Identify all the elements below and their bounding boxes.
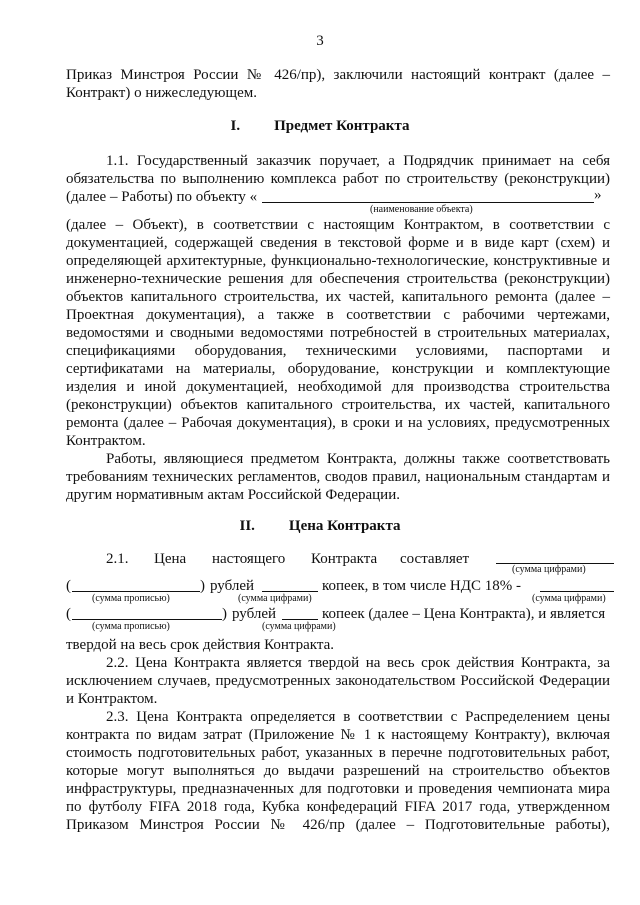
paren-open-1: ( <box>66 578 71 594</box>
paragraph-1-1-line: спецификациями оборудования, техническими условиями, паспортами и <box>66 343 610 359</box>
paragraph-1-1-line-3-start: (далее – Работы) по объекту « <box>66 189 258 205</box>
paragraph-2-3-line: инфраструктуры, предназначенных для подготовки и проведения чемпионата мира <box>66 781 610 797</box>
kopecks-price-label: копеек (далее – Цена Контракта), и является <box>322 606 606 622</box>
p21-word-2: Цена <box>154 551 187 567</box>
p21-word-5: составляет <box>400 551 470 567</box>
paragraph-2-3-line: Приказом Минстроя России № 426/пр (далее – Подготовительные работы), <box>66 817 610 833</box>
p21-word-3: настоящего <box>212 551 286 567</box>
vat-digits-blank <box>540 591 614 592</box>
paragraph-1-1-line: Контрактом. <box>66 433 146 449</box>
paragraph-2-2-line: 2.2. Цена Контракта является твердой на весь срок действия Контракта, за <box>106 655 610 671</box>
paragraph-2-3-line: которые могут выполняться до выдачи разрешений на строительство объектов <box>66 763 610 779</box>
page-number: 3 <box>316 33 324 49</box>
paragraph-2-3-line: стоимость подготовительных работ, указанных в перечне подготовительных работ, <box>66 745 610 761</box>
paragraph-1-1-line: определяющей архитектурные, функционально-технологические, конструктивные и <box>66 253 610 269</box>
paragraph-2-3-line: по футболу FIFA 2018 года, Кубка конфедераций FIFA 2017 года, утвержденном <box>66 799 610 815</box>
section-2-heading <box>0 518 640 535</box>
paragraph-1-1-line: инженерно-технические решения для обеспечения строительства (реконструкции) <box>66 271 610 287</box>
caption-sum-digits-2: (сумма цифрами) <box>238 593 312 604</box>
paragraph-1-1-line: сертификатами на материалы, оборудование, конструкции и комплектующие <box>66 361 610 377</box>
paragraph-1-1-line-1: 1.1. Государственный заказчик поручает, а Подрядчик принимает на себя <box>106 153 610 169</box>
p21-word-4: Контракта <box>311 551 378 567</box>
p21-end: твердой на весь срок действия Контракта. <box>66 637 335 653</box>
paren-open-2: ( <box>66 606 71 622</box>
intro-line-1: Приказ Минстроя России № 426/пр), заключили настоящий контракт (далее – <box>66 67 610 83</box>
rubles-label-2: рублей <box>232 606 277 622</box>
paragraph-1-2-line: другим нормативным актам Российской Федерации. <box>66 487 400 503</box>
paragraph-1-1-line: документацией, содержащей сведения в текстовой форме и в виде карт (схем) и <box>66 235 610 251</box>
kopecks-blank-2 <box>282 619 318 620</box>
paragraph-2-3-line: 2.3. Цена Контракта определяется в соответствии с Распределением цены <box>106 709 610 725</box>
section-1-heading <box>0 118 640 135</box>
sum-words-blank-1 <box>72 591 200 592</box>
paragraph-2-2-line: и Контрактом. <box>66 691 158 707</box>
paragraph-1-2-line: требованиям технических регламентов, сводов правил, национальным стандартам и <box>66 469 610 485</box>
paragraph-1-1-line: Проектная документация), а также в соответствии с рабочими чертежами, <box>66 307 610 323</box>
paragraph-1-1-line: (далее – Объект), в соответствии с настоящим Контрактом, в соответствии с <box>66 217 610 233</box>
caption-sum-words-2: (сумма прописью) <box>92 621 170 632</box>
object-name-blank <box>262 202 594 203</box>
paragraph-1-1-line: ведомостями и сводными ведомостями потребностей в строительных материалах, <box>66 325 610 341</box>
paragraph-1-1-line: объектов капитального строительства, их частей, капитального ремонта (далее – <box>66 289 610 305</box>
intro-line-2: Контракт) о нижеследующем. <box>66 85 257 101</box>
paren-close-1: ) <box>200 578 205 594</box>
paragraph-1-1-line-3-end: » <box>594 187 602 203</box>
paren-close-2: ) <box>222 606 227 622</box>
paragraph-2-3-line: контракта по видам затрат (Приложение № 1 к настоящему Контракту), включая <box>66 727 610 743</box>
kopecks-blank-1 <box>262 591 318 592</box>
paragraph-1-2-line: Работы, являющиеся предметом Контракта, должны также соответствовать <box>106 451 610 467</box>
section-2-number: II. <box>239 518 255 534</box>
section-2-title: Цена Контракта <box>288 518 401 534</box>
paragraph-1-1-line: изделия и иной документацией, необходимой для производства строительства <box>66 379 610 395</box>
caption-sum-digits-1: (сумма цифрами) <box>512 564 586 575</box>
caption-sum-digits-3: (сумма цифрами) <box>532 593 606 604</box>
p21-word-1: 2.1. <box>106 551 129 567</box>
caption-sum-words-1: (сумма прописью) <box>92 593 170 604</box>
sum-words-blank-2 <box>72 619 222 620</box>
section-1-title: Предмет Контракта <box>274 118 410 134</box>
paragraph-1-1-line: ремонта (далее – Рабочая документация), в сроки и на условиях, предусмотренных <box>66 415 610 431</box>
rubles-label-1: рублей <box>210 578 255 594</box>
paragraph-2-2-line: исключением случаев, предусмотренных законодательством Российской Федерации <box>66 673 610 689</box>
paragraph-1-1-line-2: обязательства по выполнению комплекса работ по строительству (реконструкции) <box>66 171 610 187</box>
caption-sum-digits-4: (сумма цифрами) <box>262 621 336 632</box>
caption-object-name: (наименование объекта) <box>370 204 473 215</box>
kopecks-vat-label: копеек, в том числе НДС 18% - <box>322 578 521 594</box>
section-1-number: I. <box>230 118 241 134</box>
paragraph-1-1-line: (реконструкции) объектов капитального строительства, их частей, капитального <box>66 397 610 413</box>
